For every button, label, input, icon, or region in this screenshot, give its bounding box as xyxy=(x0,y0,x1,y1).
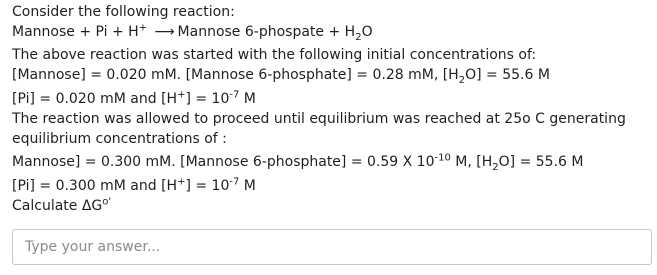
reaction-right-sub: 2 xyxy=(355,31,362,43)
standard-state-sup: o' xyxy=(102,196,112,208)
initial-line1-a: [Mannose] = 0.020 mM. [Mannose 6-phosphate] = 0.28 mM, [H xyxy=(12,67,459,83)
eq-line1-a: Mannose] = 0.300 mM. [Mannose 6-phosphate] = 0.59 X 10 xyxy=(12,154,435,170)
initial-line2-sup1: + xyxy=(177,89,186,101)
equilibrium-concentrations-line-1 xyxy=(12,152,652,172)
reaction-equation xyxy=(12,22,652,42)
initial-concentrations-line-1 xyxy=(12,65,652,85)
reaction-right: Mannose 6-phospate + H xyxy=(177,24,356,40)
eq-line1-sup: -10 xyxy=(434,152,451,164)
reaction-right-tail: O xyxy=(361,24,373,40)
eq-line2-a: [Pi] = 0.300 mM and [H xyxy=(12,178,178,194)
eq-line2-sup1: + xyxy=(177,176,186,188)
initial-line2-a: [Pi] = 0.020 mM and [H xyxy=(12,91,178,107)
question-intro: Consider the following reaction: xyxy=(12,4,235,20)
initial-line2-c: M xyxy=(239,91,256,107)
g-symbol: G xyxy=(91,198,103,214)
eq-line1-b: M, [H xyxy=(450,154,493,170)
delta-symbol: Δ xyxy=(81,198,92,214)
eq-line2-sup2: -7 xyxy=(229,176,240,188)
eq-line1-sub: 2 xyxy=(492,161,499,173)
initial-line2-b: ] = 10 xyxy=(185,91,230,107)
initial-intro: The above reaction was started with the following initial concentrations of: xyxy=(12,47,537,63)
initial-line1-b: O] = 55.6 M xyxy=(465,67,550,83)
answer-field-container[interactable] xyxy=(12,229,652,265)
initial-concentrations-line-2 xyxy=(12,89,652,109)
initial-line2-sup2: -7 xyxy=(229,89,240,101)
equilibrium-intro: The reaction was allowed to proceed until equilibrium was reached at 25o C generating equilibrium concentrations of : xyxy=(12,111,626,147)
reaction-left: Mannose + Pi + H xyxy=(12,24,139,40)
calculate-prompt xyxy=(12,196,652,216)
eq-line2-c: M xyxy=(239,178,256,194)
equilibrium-concentrations-line-2 xyxy=(12,176,652,196)
answer-input[interactable] xyxy=(13,230,651,264)
reaction-left-sup: + xyxy=(138,22,148,34)
eq-line2-b: ] = 10 xyxy=(185,178,230,194)
reaction-arrow-icon: ⟶ xyxy=(154,24,175,40)
calculate-prefix: Calculate xyxy=(12,198,82,214)
eq-line1-c: O] = 55.6 M xyxy=(498,154,584,170)
initial-line1-sub: 2 xyxy=(458,74,466,86)
question-text xyxy=(12,2,652,216)
